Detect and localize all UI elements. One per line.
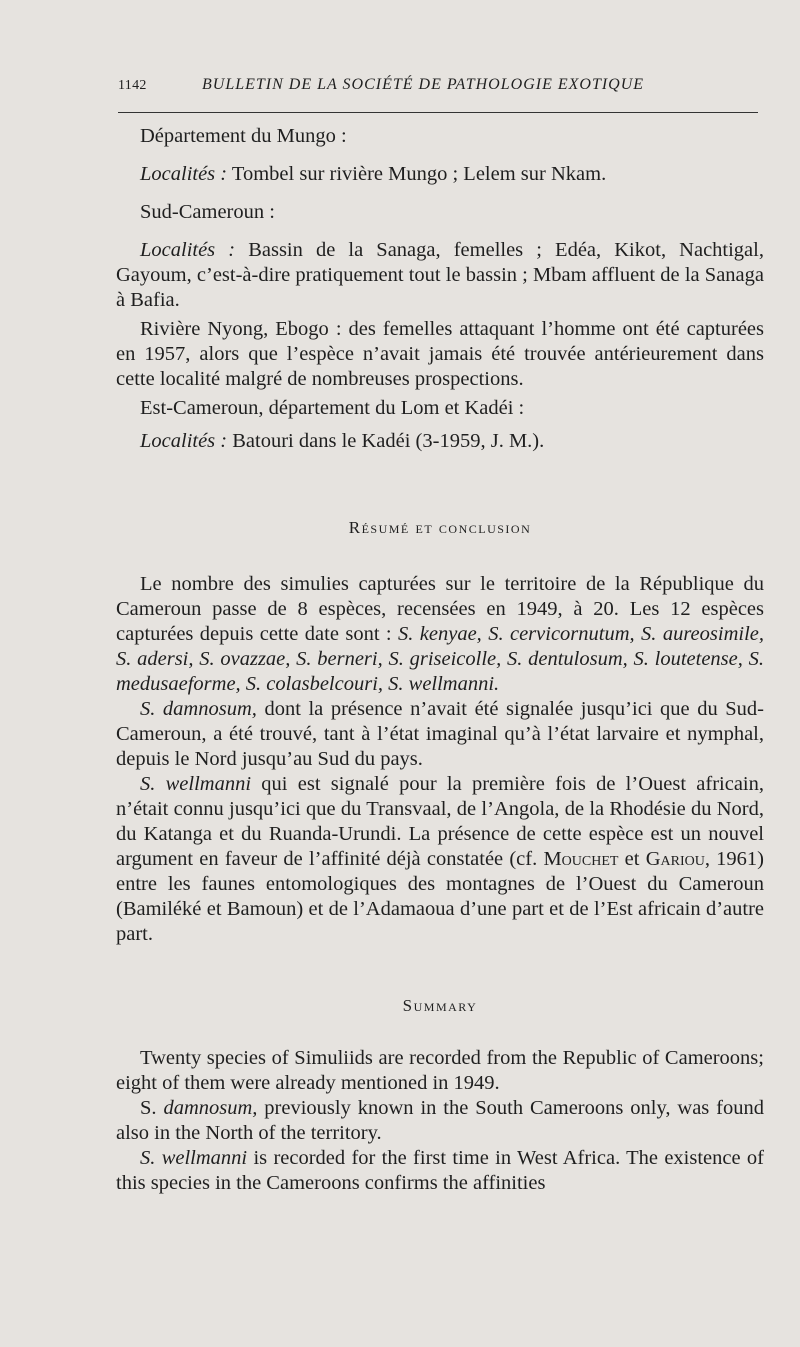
species-name: S. wellmanni xyxy=(140,773,252,795)
resume-section xyxy=(116,572,764,947)
localities-sanaga xyxy=(116,238,764,313)
localities-label: Localités : xyxy=(140,430,228,452)
localities-text: Batouri dans le Kadéi (3-1959, J. M.). xyxy=(227,430,545,452)
author-name: Gariou xyxy=(645,848,705,870)
resume-text: qui est signalé pour la première fois de l’Ouest africain, n’était connu jusqu’ici que du Transvaal, de l’Angola, de la Rhodésie du Nord, du Katanga et du Ruanda-Urundi. La présence de cette espèce est un nouvel argument en faveur de l’affinité déjà constatée (cf. xyxy=(116,773,764,870)
localities-label: Localités : xyxy=(140,239,236,261)
resume-text: dont la présence n’avait été signalée jusqu’ici que du Sud-Cameroun, a été trouvé, tant à l’état imaginal qu’à l’état larvaire et nymphal, depuis le Nord jusqu’au Sud du pays. xyxy=(116,698,764,770)
species-name: S. damnosum, xyxy=(140,698,257,720)
dept-mungo: Département du Mungo : xyxy=(140,125,347,147)
est-cameroun: Est-Cameroun, département du Lom et Kadéi : xyxy=(140,397,525,419)
localities-text: Bassin de la Sanaga, femelles ; Edéa, Kikot, Nachtigal, Gayoum, c’est-à-dire pratiquement tout le bassin ; Mbam affluent de la Sanaga à Bafia. xyxy=(116,239,764,311)
resume-text: et xyxy=(618,848,646,870)
resume-paragraph-3 xyxy=(116,772,764,947)
resume-text: , 1961) entre les faunes entomologiques des montagnes de l’Ouest du Cameroun (Bamiléké et Bamoun) et de l’Adamaoua d’une part et de l’Est africain d’autre part. xyxy=(116,848,765,945)
localities-label: Localités : xyxy=(140,163,228,185)
localities-mungo xyxy=(116,162,764,187)
resume-text: Le nombre des simulies capturées sur le territoire de la République du Cameroun passe de 8 espèces, recensées en 1949, à 20. Les 12 espèces capturées depuis cette date sont : xyxy=(116,573,764,645)
sud-cameroun: Sud-Cameroun : xyxy=(140,201,275,223)
summary-paragraph-2 xyxy=(116,1096,764,1146)
summary-section xyxy=(116,1046,764,1196)
nyong-paragraph: Rivière Nyong, Ebogo : des femelles attaquant l’homme ont été capturées en 1957, alors que l’espèce n’avait jamais été trouvée antérieurement dans cette localité malgré de nombreuses prospections. xyxy=(116,318,764,390)
summary-text: previously known in the South Cameroons only, was found also in the North of the territory. xyxy=(116,1097,764,1144)
summary-paragraph-3 xyxy=(116,1146,764,1196)
localities-kadei xyxy=(116,429,764,454)
resume-heading: Résumé et conclusion xyxy=(348,518,532,537)
species-list: S. kenyae, S. cervicornutum, S. aureosimile, S. adersi, S. ovazzae, S. berneri, S. griseicolle, S. dentulosum, S. loutetense, S. medusaeforme, S. colasbelcouri, S. wellmanni. xyxy=(116,623,764,695)
localities-section xyxy=(116,124,764,454)
journal-title: BULLETIN DE LA SOCIÉTÉ DE PATHOLOGIE EXOTIQUE xyxy=(202,76,645,93)
author-name: Mouchet xyxy=(543,848,619,870)
localities-text: Tombel sur rivière Mungo ; Lelem sur Nkam. xyxy=(227,163,607,185)
summary-text: is recorded for the first time in West Africa. The existence of this species in the Cameroons confirms the affinities xyxy=(116,1147,764,1194)
resume-paragraph-2 xyxy=(116,697,764,772)
header-rule xyxy=(118,112,758,113)
species-name: damnosum, xyxy=(163,1097,258,1119)
summary-paragraph-1: Twenty species of Simuliids are recorded from the Republic of Cameroons; eight of them were already mentioned in 1949. xyxy=(116,1047,764,1094)
summary-text: S. xyxy=(140,1097,164,1119)
summary-heading: Summary xyxy=(402,996,478,1015)
species-name: S. xyxy=(140,1147,162,1169)
species-name: wellmanni xyxy=(161,1147,248,1169)
resume-paragraph-1 xyxy=(116,572,764,697)
page-number: 1142 xyxy=(118,78,147,93)
